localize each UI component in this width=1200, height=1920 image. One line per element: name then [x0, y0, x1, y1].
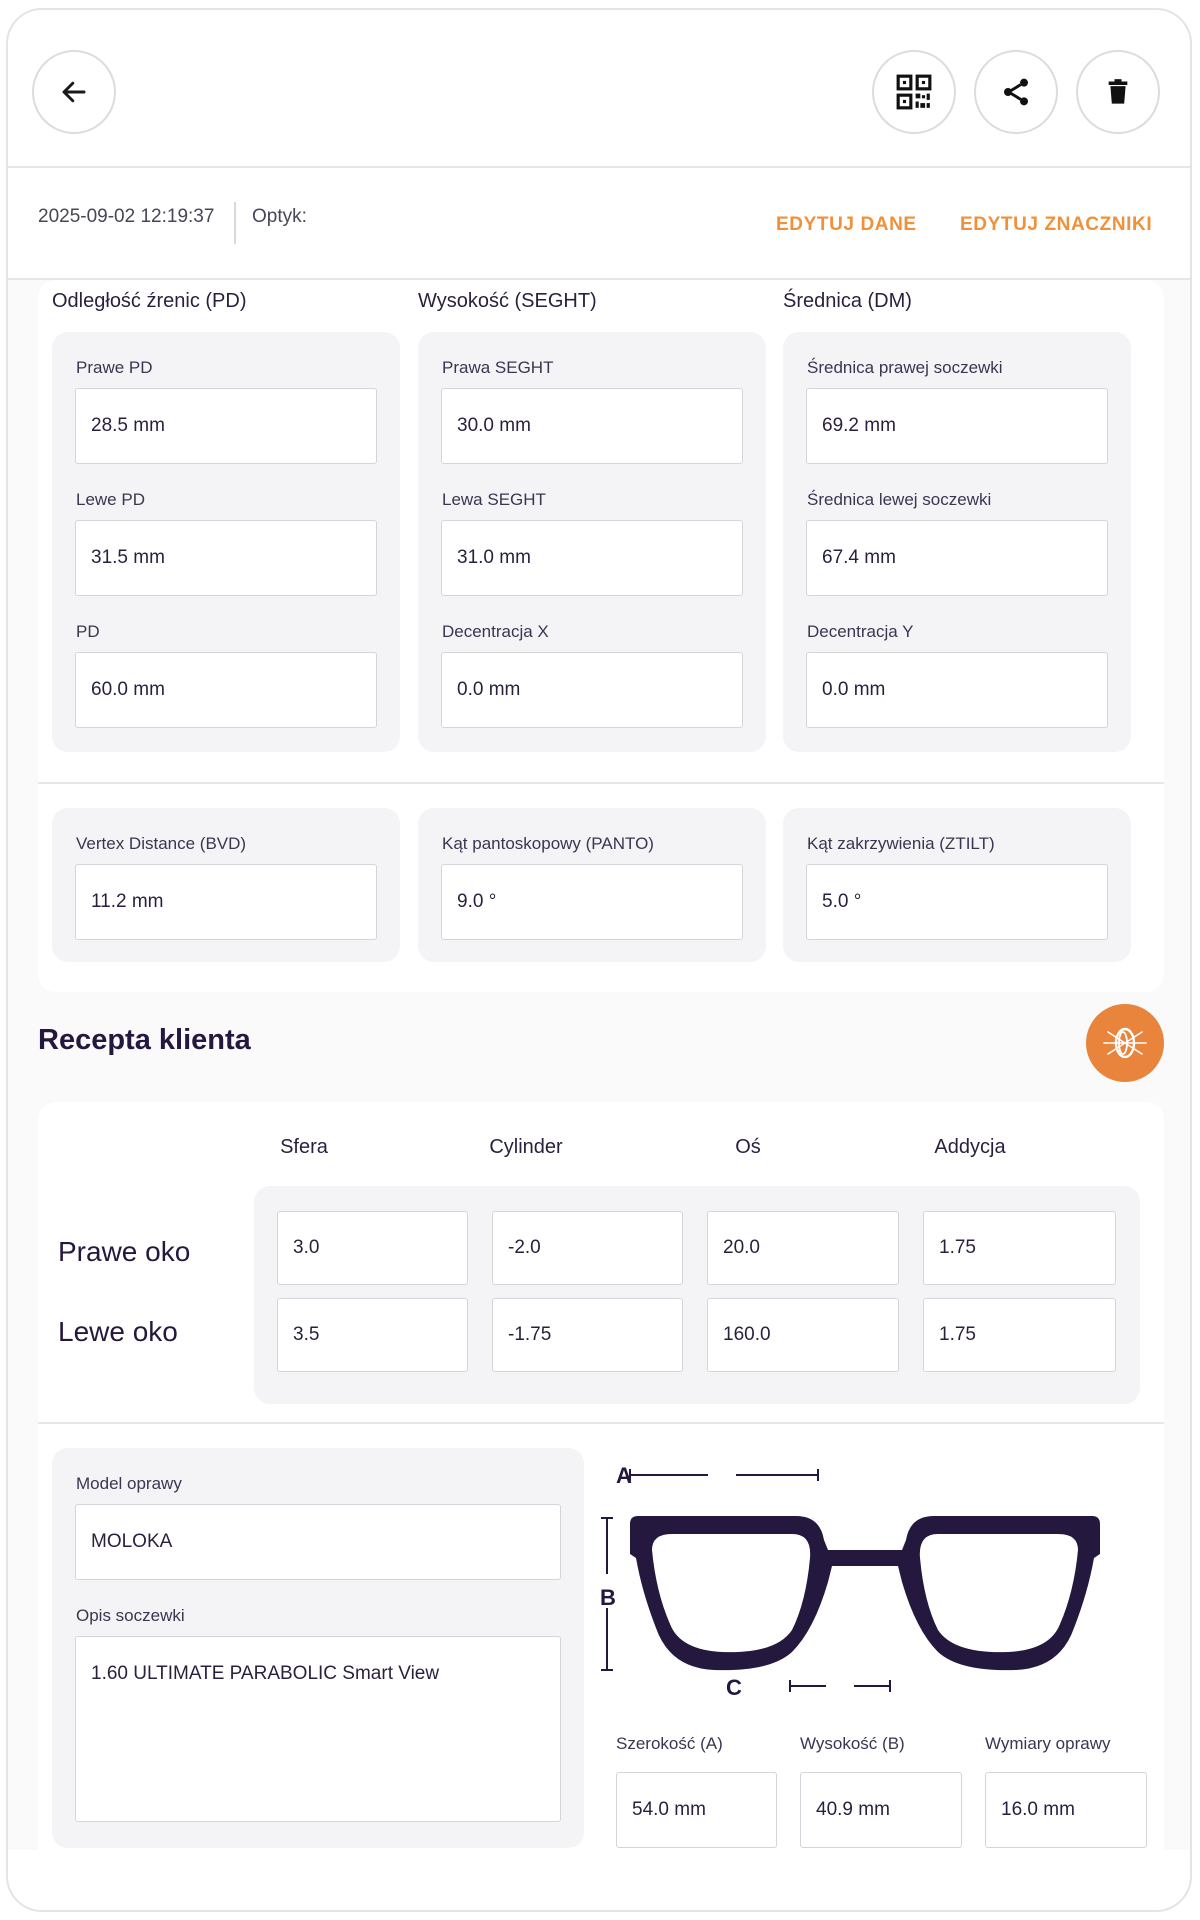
measurements-card	[38, 280, 1164, 992]
dm-panel	[783, 332, 1131, 752]
pd-panel	[52, 332, 400, 752]
bvd-input[interactable]: 11.2 mm	[75, 864, 377, 940]
prescription-card	[38, 1102, 1164, 1912]
pd-label: PD	[76, 622, 100, 641]
frame-panel	[52, 1448, 584, 1848]
share-icon	[1000, 76, 1032, 108]
date-text: 2025-09-02 12:19:37	[38, 206, 215, 227]
panto-label: Kąt pantoskopowy (PANTO)	[442, 834, 654, 853]
left-lens-diameter-input[interactable]: 67.4 mm	[806, 520, 1108, 596]
left-sphere-input[interactable]: 3.5	[277, 1298, 468, 1372]
frame-dimensions-input[interactable]: 16.0 mm	[985, 1772, 1147, 1848]
bvd-label: Vertex Distance (BVD)	[76, 834, 247, 853]
delete-button[interactable]	[1076, 50, 1160, 134]
ztilt-input[interactable]: 5.0 °	[806, 864, 1108, 940]
addition-header: Addycja	[934, 1136, 1006, 1158]
prescription-title: Recepta klienta	[38, 1024, 251, 1056]
qr-code-icon	[895, 73, 933, 111]
height-b-label: Wysokość (B)	[800, 1734, 905, 1753]
decentration-x-label: Decentracja X	[442, 622, 549, 641]
dimension-c-letter: C	[726, 1675, 742, 1700]
width-a-input[interactable]: 54.0 mm	[616, 1772, 777, 1848]
left-pd-input[interactable]: 31.5 mm	[75, 520, 377, 596]
share-button[interactable]	[974, 50, 1058, 134]
ztilt-label: Kąt zakrzywienia (ZTILT)	[807, 834, 995, 853]
left-pd-label: Lewe PD	[76, 490, 145, 509]
height-b-input[interactable]: 40.9 mm	[800, 1772, 962, 1848]
left-cylinder-input[interactable]: -1.75	[492, 1298, 683, 1372]
lens-action-button[interactable]	[1086, 1004, 1164, 1082]
decentration-x-input[interactable]: 0.0 mm	[441, 652, 743, 728]
panto-panel	[418, 808, 766, 962]
qr-code-button[interactable]	[872, 50, 956, 134]
left-seght-label: Lewa SEGHT	[442, 490, 546, 509]
divider	[38, 1422, 1164, 1424]
right-axis-input[interactable]: 20.0	[707, 1211, 899, 1285]
left-addition-input[interactable]: 1.75	[923, 1298, 1116, 1372]
sphere-header: Sfera	[280, 1136, 328, 1158]
lens-description-input[interactable]: 1.60 ULTIMATE PARABOLIC Smart View	[75, 1636, 561, 1822]
left-lens-diameter-label: Średnica lewej soczewki	[807, 490, 992, 509]
trash-icon	[1104, 77, 1132, 107]
top-bar	[8, 10, 1190, 168]
divider	[38, 782, 1164, 784]
pd-input[interactable]: 60.0 mm	[75, 652, 377, 728]
back-button[interactable]	[32, 50, 116, 134]
dm-title: Średnica (DM)	[783, 290, 912, 312]
prescription-panel	[254, 1186, 1140, 1404]
right-eye-label: Prawe oko	[58, 1236, 191, 1267]
right-sphere-input[interactable]: 3.0	[277, 1211, 468, 1285]
pd-title: Odległość źrenic (PD)	[52, 290, 247, 312]
left-axis-input[interactable]: 160.0	[707, 1298, 899, 1372]
left-eye-label: Lewe oko	[58, 1316, 178, 1347]
optician-label: Optyk:	[252, 206, 307, 227]
right-lens-diameter-label: Średnica prawej soczewki	[807, 358, 1003, 377]
right-pd-input[interactable]: 28.5 mm	[75, 388, 377, 464]
panto-input[interactable]: 9.0 °	[441, 864, 743, 940]
width-a-label: Szerokość (A)	[616, 1734, 723, 1753]
right-cylinder-input[interactable]: -2.0	[492, 1211, 683, 1285]
app-screen	[6, 8, 1192, 1912]
right-seght-label: Prawa SEGHT	[442, 358, 554, 377]
divider	[234, 202, 236, 244]
right-seght-input[interactable]: 30.0 mm	[441, 388, 743, 464]
bvd-panel	[52, 808, 400, 962]
edit-tags-button[interactable]: EDYTUJ ZNACZNIKI	[960, 214, 1153, 235]
cylinder-header: Cylinder	[489, 1136, 563, 1158]
edit-data-button[interactable]: EDYTUJ DANE	[776, 214, 917, 235]
frame-dimensions-label: Wymiary oprawy	[985, 1734, 1111, 1753]
bottom-safe-area	[8, 1850, 1190, 1912]
info-bar	[8, 168, 1190, 280]
ztilt-panel	[783, 808, 1131, 962]
frame-diagram	[598, 1442, 1158, 1712]
arrow-left-icon	[59, 77, 89, 107]
dimension-b-letter: B	[600, 1585, 616, 1610]
seght-panel	[418, 332, 766, 752]
decentration-y-input[interactable]: 0.0 mm	[806, 652, 1108, 728]
right-addition-input[interactable]: 1.75	[923, 1211, 1116, 1285]
axis-header: Oś	[735, 1136, 761, 1158]
right-pd-label: Prawe PD	[76, 358, 153, 377]
dimension-a-letter: A	[616, 1463, 632, 1488]
lens-description-label: Opis soczewki	[76, 1606, 185, 1625]
seght-title: Wysokość (SEGHT)	[418, 290, 597, 312]
frame-model-label: Model oprawy	[76, 1474, 182, 1493]
lens-icon	[1100, 1018, 1150, 1068]
frame-model-input[interactable]: MOLOKA	[75, 1504, 561, 1580]
left-seght-input[interactable]: 31.0 mm	[441, 520, 743, 596]
decentration-y-label: Decentracja Y	[807, 622, 914, 641]
right-lens-diameter-input[interactable]: 69.2 mm	[806, 388, 1108, 464]
